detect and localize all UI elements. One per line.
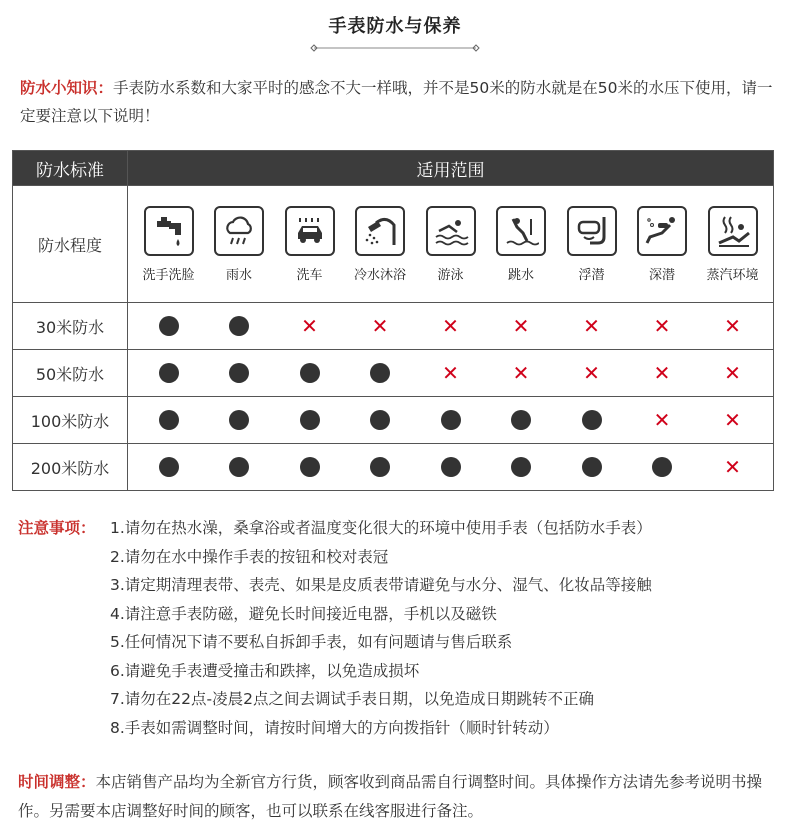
note-item: 3.请定期清理表带、表壳、如果是皮质表带请避免与水分、湿气、化妆品等接触	[110, 576, 652, 594]
suitable-dot-icon	[275, 444, 344, 490]
steam-icon	[708, 206, 758, 256]
table-row	[13, 303, 774, 350]
snorkel-icon	[567, 206, 617, 256]
suitable-dot-icon	[346, 397, 415, 443]
intro-text: 手表防水系数和大家平时的感念不大一样哦，并不是50米的防水就是在50米的水压下使用，请一定要注意以下说明！	[20, 79, 773, 125]
note-item: 2.请勿在水中操作手表的按钮和校对表冠	[110, 547, 389, 566]
suitable-dot-icon	[275, 397, 344, 443]
faucet-icon	[144, 206, 194, 256]
activity-2	[205, 206, 274, 283]
waterproof-table	[12, 150, 774, 491]
activity-label: 深潜	[648, 267, 675, 283]
table-row	[13, 444, 774, 491]
not-suitable-cross-icon: ✕	[301, 314, 318, 338]
suitable-dot-icon	[487, 444, 556, 490]
suitable-dot-icon	[557, 397, 626, 443]
activity-8	[628, 206, 697, 283]
time-adjust-text: 本店销售产品均为全新官方行货，顾客收到商品需自行调整时间。具体操作方法请先参考说明书操作。另需要本店调整好时间的顾客，也可以联系在线客服进行备注。	[18, 773, 763, 820]
suitable-dot-icon	[416, 397, 485, 443]
page-title-wrap	[0, 12, 790, 38]
not-suitable-cross-icon: ✕	[653, 361, 671, 385]
suitable-dot-icon	[416, 444, 485, 490]
time-adjust-label: 时间调整：	[18, 773, 96, 791]
row-label: 30米防水	[13, 303, 128, 350]
activity-icons	[128, 206, 773, 283]
swimming-icon	[426, 206, 476, 256]
page-title: 手表防水与保养	[328, 16, 462, 37]
table-row	[13, 397, 774, 444]
activity-label: 冷水沐浴	[353, 267, 406, 283]
table-row	[13, 350, 774, 397]
header-standard: 防水标准	[13, 151, 128, 186]
activity-icon-row	[13, 186, 774, 303]
activity-1	[134, 206, 203, 283]
note-item: 4.请注意手表防磁，避免长时间接近电器，手机以及磁铁	[110, 604, 497, 623]
not-suitable-cross-icon: ✕	[512, 314, 530, 338]
not-suitable-cross-icon: ✕	[653, 408, 671, 432]
note-item: 1.请勿在热水澡，桑拿浴或者温度变化很大的环境中使用手表（包括防水手表）	[110, 519, 652, 537]
not-suitable-cross-icon: ✕	[724, 361, 741, 385]
activity-label: 游泳	[437, 267, 464, 283]
intro-paragraph	[20, 74, 775, 130]
scuba-icon	[637, 206, 687, 256]
not-suitable-cross-icon: ✕	[371, 314, 389, 338]
suitable-dot-icon	[205, 444, 274, 490]
note-item: 7.请勿在22点-凌晨2点之间去调试手表日期，以免造成日期跳转不正确	[110, 690, 594, 708]
activity-label: 浮潜	[578, 267, 605, 283]
activity-3	[275, 206, 344, 283]
activity-4	[346, 206, 415, 283]
not-suitable-cross-icon: ✕	[724, 455, 741, 479]
activity-label: 洗车	[296, 267, 323, 283]
activity-label: 跳水	[507, 267, 534, 283]
not-suitable-cross-icon: ✕	[583, 361, 600, 385]
intro-label: 防水小知识：	[20, 79, 114, 97]
row-label: 200米防水	[13, 444, 128, 491]
activity-6	[487, 206, 556, 283]
not-suitable-cross-icon: ✕	[442, 314, 459, 338]
car-wash-icon	[285, 206, 335, 256]
suitable-dot-icon	[134, 397, 203, 443]
activity-label: 洗手洗脸	[142, 267, 195, 283]
row-label: 50米防水	[13, 350, 128, 397]
notes-label: 注意事项：	[18, 519, 96, 537]
note-item: 6.请避免手表遭受撞击和跌摔，以免造成损坏	[110, 661, 420, 680]
suitable-dot-icon	[134, 303, 203, 349]
suitable-dot-icon	[487, 397, 556, 443]
title-divider	[310, 44, 480, 52]
suitable-dot-icon	[275, 350, 344, 396]
row-label: 100米防水	[13, 397, 128, 444]
shower-icon	[355, 206, 405, 256]
not-suitable-cross-icon: ✕	[512, 361, 530, 385]
suitable-dot-icon	[134, 350, 203, 396]
table-header-row	[13, 151, 774, 186]
suitable-dot-icon	[557, 444, 626, 490]
suitable-dot-icon	[346, 350, 415, 396]
activity-label: 蒸汽环境	[706, 267, 759, 283]
suitable-dot-icon	[205, 350, 274, 396]
activity-5	[416, 206, 485, 283]
suitable-dot-icon	[205, 303, 274, 349]
activity-7	[557, 206, 626, 283]
not-suitable-cross-icon: ✕	[724, 314, 741, 338]
suitable-dot-icon	[346, 444, 415, 490]
header-scope: 适用范围	[128, 151, 774, 186]
not-suitable-cross-icon: ✕	[653, 314, 671, 338]
diving-icon	[496, 206, 546, 256]
time-adjust-paragraph	[18, 768, 778, 826]
activity-label: 雨水	[225, 267, 252, 283]
row-label-degree: 防水程度	[13, 186, 128, 303]
suitable-dot-icon	[134, 444, 203, 490]
not-suitable-cross-icon: ✕	[583, 314, 600, 338]
suitable-dot-icon	[628, 444, 697, 490]
note-item: 5.任何情况下请不要私自拆卸手表，如有问题请与售后联系	[110, 633, 513, 651]
rain-cloud-icon	[214, 206, 264, 256]
suitable-dot-icon	[205, 397, 274, 443]
not-suitable-cross-icon: ✕	[724, 408, 741, 432]
note-item: 8.手表如需调整时间，请按时间增大的方向拨指针（顺时针转动）	[110, 718, 559, 737]
notes-section	[18, 514, 778, 742]
activity-9	[698, 206, 767, 283]
not-suitable-cross-icon: ✕	[442, 361, 459, 385]
